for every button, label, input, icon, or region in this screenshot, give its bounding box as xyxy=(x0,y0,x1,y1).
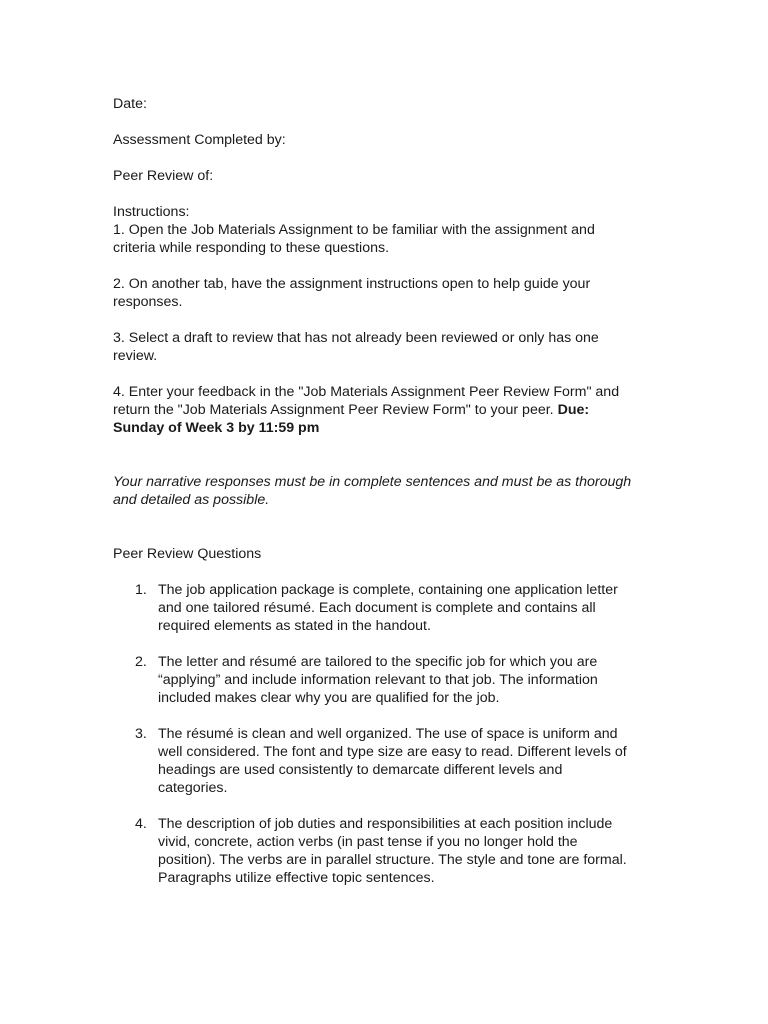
date-label: Date: xyxy=(113,96,147,112)
peer-review-questions-heading: Peer Review Questions xyxy=(113,546,262,562)
question-item xyxy=(113,725,633,797)
instruction-item-4 xyxy=(113,383,633,437)
instruction-item-3: 3. Select a draft to review that has not already been reviewed or only has one review. xyxy=(113,330,599,364)
question-number: 3. xyxy=(135,726,147,742)
questions-list xyxy=(113,581,633,887)
question-text: The résumé is clean and well organized. The use of space is uniform and well considered. The font and type size are easy to read. Different levels of headings are used consistently to demarcate different levels and categories. xyxy=(158,726,627,796)
instruction-item-1: 1. Open the Job Materials Assignment to be familiar with the assignment and criteria while responding to these questions. xyxy=(113,222,595,256)
due-date: Due: Sunday of Week 3 by 11:59 pm xyxy=(113,402,590,436)
instructions-heading: Instructions: xyxy=(113,204,190,220)
completed-by-label: Assessment Completed by: xyxy=(113,132,286,148)
question-item xyxy=(113,653,633,707)
question-item xyxy=(113,581,633,635)
question-number: 4. xyxy=(135,816,147,832)
peer-review-of-label: Peer Review of: xyxy=(113,168,214,184)
instructions-section xyxy=(113,203,633,437)
question-text: The letter and résumé are tailored to the specific job for which you are “applying” and include information relevant to that job. The information included makes clear why you are qualified for the job. xyxy=(158,654,598,706)
header-fields xyxy=(113,95,633,185)
question-number: 1. xyxy=(135,582,147,598)
question-text: The job application package is complete, containing one application letter and one tailored résumé. Each document is complete and contains all required elements as stated in the handout. xyxy=(158,582,618,634)
question-item xyxy=(113,815,633,887)
instruction-item-2: 2. On another tab, have the assignment instructions open to help guide your responses. xyxy=(113,276,591,310)
question-text: The description of job duties and responsibilities at each position include vivid, concrete, action verbs (in past tense if you no longer hold the position). The verbs are in parallel structure. The style and tone are formal. Paragraphs utilize effective topic sentences. xyxy=(158,816,627,886)
narrative-note: Your narrative responses must be in complete sentences and must be as thorough and detailed as possible. xyxy=(113,474,632,508)
document-page xyxy=(113,95,633,905)
instruction-item-4-text: 4. Enter your feedback in the "Job Materials Assignment Peer Review Form" and return the "Job Materials Assignment Peer Review Form" to your peer. xyxy=(113,384,620,418)
question-number: 2. xyxy=(135,654,147,670)
